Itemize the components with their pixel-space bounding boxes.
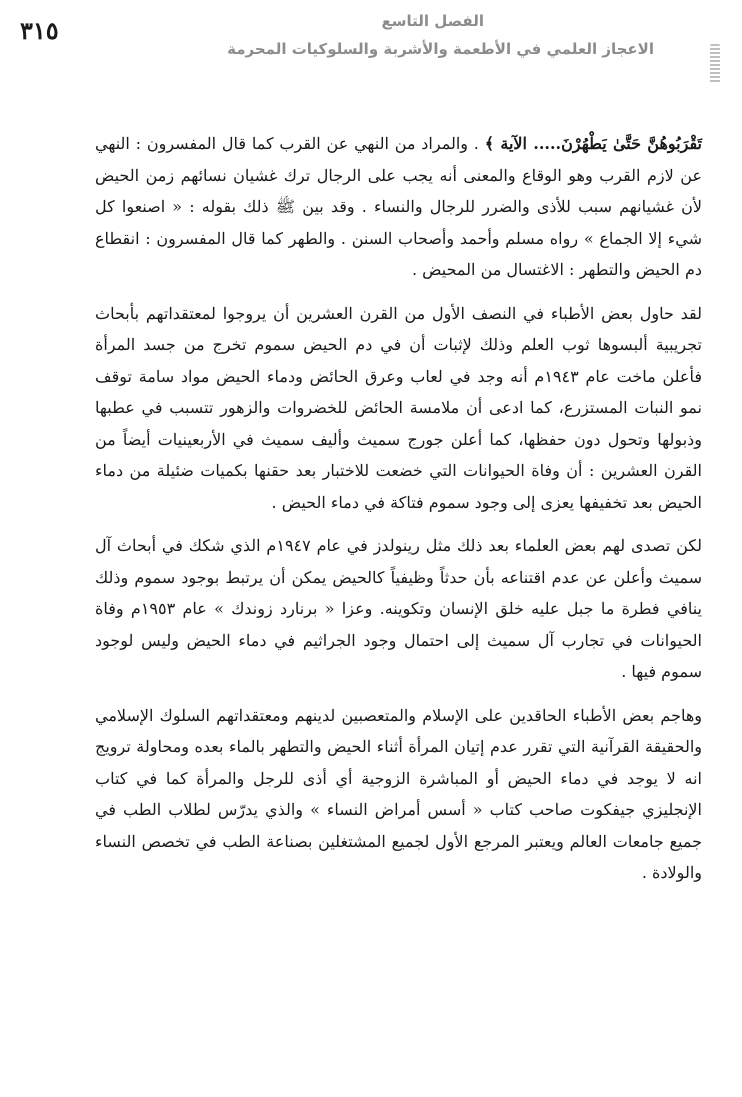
header-ornament-bar <box>710 44 720 84</box>
running-header <box>227 12 664 58</box>
paragraph-4: وهاجم بعض الأطباء الحاقدين على الإسلام والمتعصبين لدينهم ومعتقداتهم السلوك الإسلامي والحقيقة القرآنية التي تقرر عدم إتيان المرأة أثناء الحيض والتطهر بالماء بعده ومحاولة ترويج انه لا يوجد في دماء الحيض أو المباشرة الزوجية أي أذى للرجل والمرأة كما في كتاب الإنجليزي جيفكوت صاحب كتاب « أسس أمراض النساء » والذي يدرّس لطلاب الطب في جميع جامعات العالم ويعتبر المرجع الأول لجميع المشتغلين بصناعة الطب في تخصص النساء والولادة . <box>95 705 703 882</box>
chapter-title: الفصل التاسع <box>381 12 484 30</box>
quran-verse: تَقْرَبُوهُنَّ حَتَّىٰ يَطْهُرْنَ..... الآية ﴾ <box>484 134 703 153</box>
book-title: الاعجاز العلمي في الأطعمة والأشربة والسلوكيات المحرمة <box>227 40 654 58</box>
page-header <box>20 8 724 88</box>
paragraph-2: لقد حاول بعض الأطباء في النصف الأول من القرن العشرين أن يروجوا لمعتقداتهم بأبحاث تجريبية ألبسوها ثوب العلم وذلك لإثبات أن في دم الحيض سموم تخرج من جسد المرأة فأعلن ماخت عام ١٩٤٣م أنه وجد في لعاب وعرق الحائض ودماء الحيض مواد سامة توقف نمو النبات المستزرع، كما ادعى أن ملامسة الحائض للخضروات والزهور تتسبب في عطبها وذبولها وتحول دون حفظها، كما أعلن جورج سميث وأليف سميث في الأربعينيات أيضاً من القرن العشرين : أن وفاة الحيوانات التي خضعت للاختبار بعد حقنها بكميات ضئيلة من دماء الحيض بعد تخفيفها يعزى إلى وجود سموم فتاكة في دماء الحيض . <box>95 303 702 512</box>
paragraph-1-text: . والمراد من النهي عن القرب كما قال المفسرون : النهي عن لازم القرب وهو الوقاع والمعنى أنه يجب على الرجال ترك غشيان نسائهم زمن الحيض لأن غشيانهم سبب للأذى والضرر للرجال والنساء . وقد بين ﷺ ذلك بقوله : « اصنعوا كل شيء إلا الجماع » رواه مسلم وأحمد وأصحاب السنن . والطهر كما قال المفسرون : انقطاع دم الحيض والتطهر : الاغتسال من المحيض . <box>95 134 702 279</box>
page-number: ٣١٥ <box>20 16 59 45</box>
paragraph-1 <box>95 128 702 286</box>
body-text <box>95 128 702 901</box>
paragraph-3: لكن تصدى لهم بعض العلماء بعد ذلك مثل رينولدز في عام ١٩٤٧م الذي شكك في أبحاث آل سميث وأعلن عن عدم اقتناعه بأن حدثاً وظيفياً كالحيض يمكن أن يرتبط بوجود سموم وذلك ينافي فطرة ما جبل عليه خلق الإنسان وتكوينه. وعزا « برنارد زوندك » عام ١٩٥٣م وفاة الحيوانات في تجارب آل سميث إلى احتمال وجود الجراثيم في دماء الحيض وليس لوجود سموم فيها . <box>95 536 702 681</box>
